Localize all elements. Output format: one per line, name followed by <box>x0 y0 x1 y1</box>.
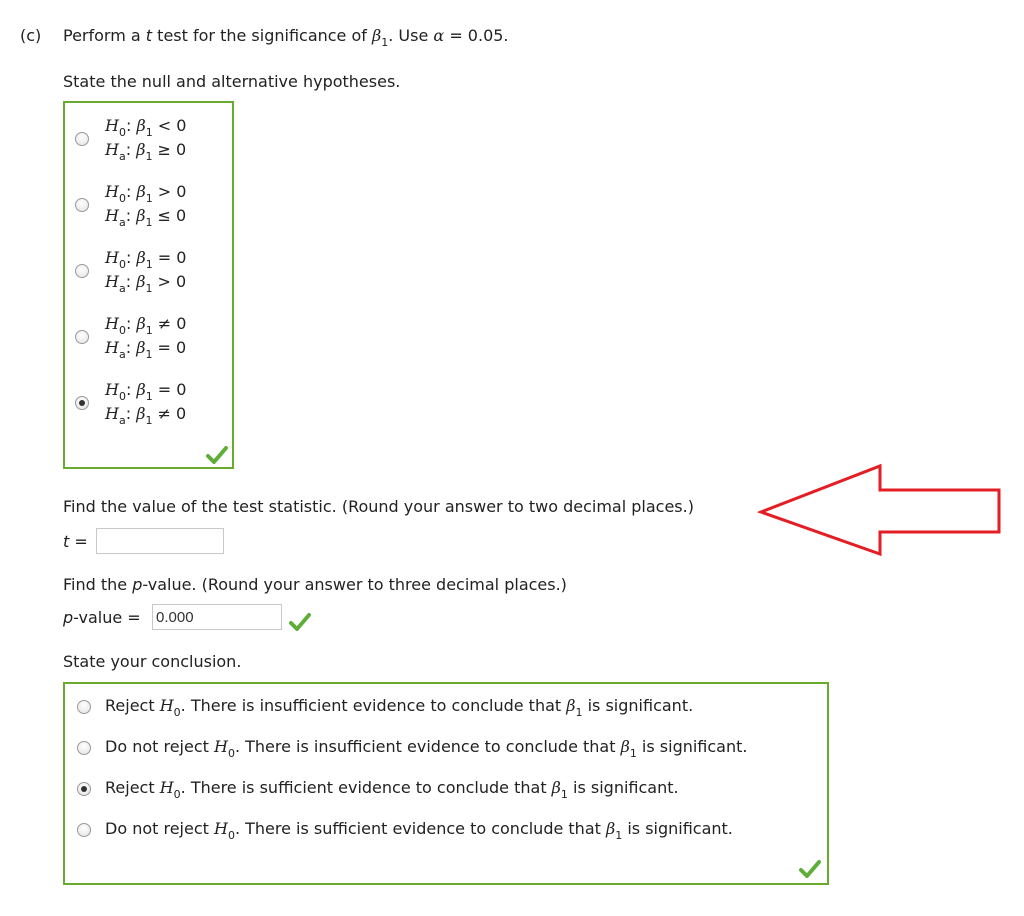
null-hypothesis: $H_0$: $\beta_1 > 0$ <box>105 182 187 205</box>
null-hypothesis: $H_0$: $\beta_1 = 0$ <box>105 380 187 403</box>
null-hypothesis: $H_0$: $\beta_1 \ne 0$ <box>105 314 187 337</box>
alternative-hypothesis: $H_a$: $\beta_1 > 0$ <box>105 272 187 295</box>
hypothesis-option[interactable] <box>65 248 225 302</box>
conclusion-option[interactable] <box>65 737 825 761</box>
test-statistic-instruction: Find the value of the test statistic. (Round your answer to two decimal places.) <box>63 497 694 516</box>
part-label: (c) <box>20 26 42 45</box>
hypotheses-box <box>63 101 234 469</box>
alternative-hypothesis: $H_a$: $\beta_1 \le 0$ <box>105 206 187 229</box>
check-icon <box>799 860 821 878</box>
conclusion-text: Do not reject $H_0$. There is insufficient evidence to conclude that $\beta_1$ is significant. <box>105 737 748 760</box>
radio-button[interactable] <box>77 782 91 796</box>
null-hypothesis: $H_0$: $\beta_1 < 0$ <box>105 116 187 139</box>
radio-button[interactable] <box>77 700 91 714</box>
conclusion-text: Reject $H_0$. There is sufficient evidence to conclude that $\beta_1$ is significant. <box>105 778 679 801</box>
alternative-hypothesis: $H_a$: $\beta_1 \ge 0$ <box>105 140 187 163</box>
alternative-hypothesis: $H_a$: $\beta_1 \ne 0$ <box>105 404 187 427</box>
question-prompt: Perform a t test for the significance of $\beta_1$. Use α = 0.05. <box>63 26 509 49</box>
conclusion-option[interactable] <box>65 696 825 720</box>
p-value-label: p-value = <box>63 608 141 627</box>
check-icon <box>289 613 311 631</box>
null-hypothesis: $H_0$: $\beta_1 = 0$ <box>105 248 187 271</box>
hypothesis-option[interactable] <box>65 380 225 434</box>
conclusion-text: Do not reject $H_0$. There is sufficient evidence to conclude that $\beta_1$ is significant. <box>105 819 733 842</box>
p-value-input[interactable] <box>152 604 282 630</box>
radio-button[interactable] <box>75 264 89 278</box>
radio-button[interactable] <box>75 396 89 410</box>
alternative-hypothesis: $H_a$: $\beta_1 = 0$ <box>105 338 187 361</box>
radio-button[interactable] <box>77 741 91 755</box>
conclusion-option[interactable] <box>65 819 825 843</box>
conclusion-text: Reject $H_0$. There is insufficient evidence to conclude that $\beta_1$ is significant. <box>105 696 694 719</box>
radio-button[interactable] <box>77 823 91 837</box>
left-arrow-annotation <box>756 462 1004 556</box>
radio-button[interactable] <box>75 198 89 212</box>
conclusion-instruction: State your conclusion. <box>63 652 242 671</box>
conclusion-box <box>63 682 829 885</box>
p-value-instruction: Find the p-value. (Round your answer to three decimal places.) <box>63 575 567 594</box>
conclusion-option[interactable] <box>65 778 825 802</box>
t-label: t = <box>63 532 88 551</box>
check-icon <box>206 446 228 464</box>
hypotheses-instruction: State the null and alternative hypotheses. <box>63 72 401 91</box>
hypothesis-option[interactable] <box>65 182 225 236</box>
radio-button[interactable] <box>75 132 89 146</box>
hypothesis-option[interactable] <box>65 116 225 170</box>
radio-button[interactable] <box>75 330 89 344</box>
hypothesis-option[interactable] <box>65 314 225 368</box>
t-statistic-input[interactable] <box>96 528 224 554</box>
